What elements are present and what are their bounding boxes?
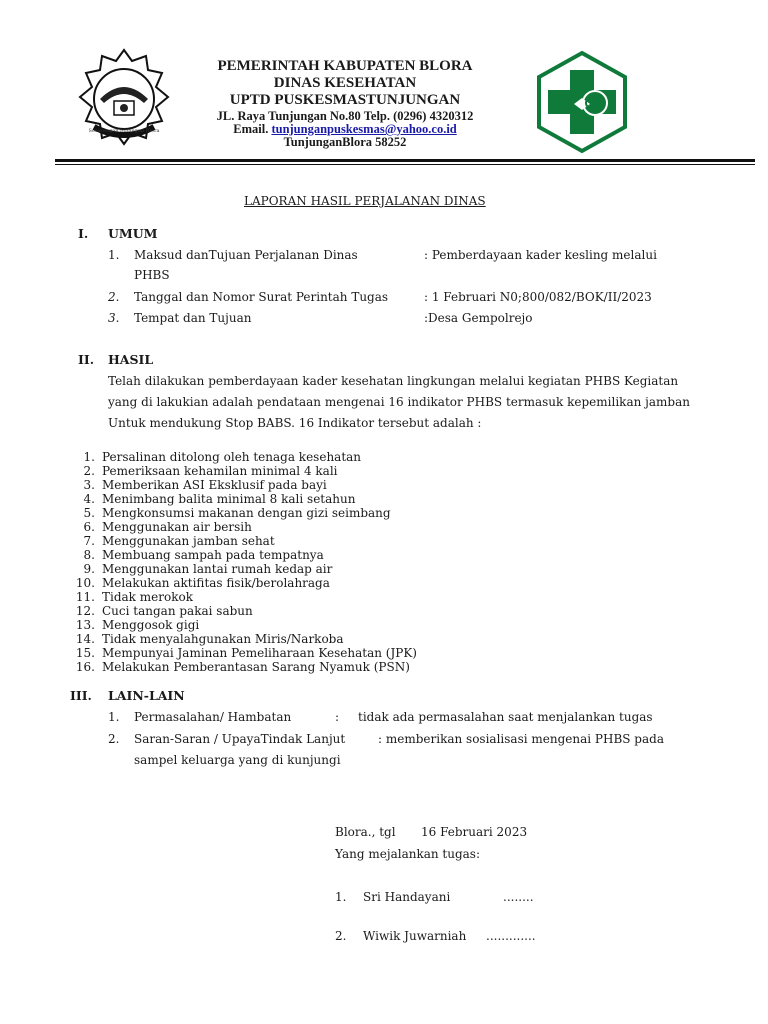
indicator-item <box>68 506 468 520</box>
hasil-paragraph-line-2: yang di lakukian adalah pendataan mengenai 16 indikator PHBS termasuk kepemilikan jamban <box>108 395 690 409</box>
lain-item-2-label: Saran-Saran / UpayaTindak Lanjut <box>134 732 346 746</box>
section-hasil-heading: HASIL <box>108 352 154 367</box>
indicator-number: 15. <box>75 646 95 660</box>
lain-item-1-value: tidak ada permasalahan saat menjalankan tugas <box>358 710 653 724</box>
header-address: JL. Raya Tunjungan No.80 Telp. (0296) 4320312 <box>216 109 474 123</box>
indicator-text: Menggunakan jamban sehat <box>102 534 275 548</box>
indicator-text: Cuci tangan pakai sabun <box>102 604 253 618</box>
umum-item-1-value: : Pemberdayaan kader kesling melalui <box>424 248 657 262</box>
umum-item-2-value: : 1 Februari N0;800/082/BOK/II/2023 <box>424 290 652 304</box>
indicator-text: Tidak menyalahgunakan Miris/Narkoba <box>102 632 344 646</box>
indicator-number: 1. <box>83 450 95 464</box>
indicator-number: 8. <box>83 548 95 562</box>
indicator-number: 16. <box>75 660 95 674</box>
indicator-number: 6. <box>83 520 95 534</box>
indicator-text: Tidak merokok <box>102 590 193 604</box>
lain-item-1-colon: : <box>335 710 340 724</box>
indicator-item <box>68 618 468 632</box>
email-link[interactable]: tunjunganpuskesmas@yahoo.co.id <box>271 122 457 136</box>
umum-item-3-num: 3. <box>108 311 120 325</box>
indicator-text: Melakukan aktifitas fisik/berolahraga <box>102 576 330 590</box>
signer-1-name: Sri Handayani <box>363 890 451 904</box>
section-umum-heading: UMUM <box>108 226 158 241</box>
indicator-number: 13. <box>75 618 95 632</box>
indicator-number: 11. <box>75 590 95 604</box>
umum-item-3-value: :Desa Gempolrejo <box>424 311 533 325</box>
umum-item-1-cont: PHBS <box>134 268 170 282</box>
indicator-number: 4. <box>83 492 95 506</box>
lain-item-2-value: : memberikan sosialisasi mengenai PHBS pada <box>378 732 664 746</box>
header-divider-thick <box>55 159 755 162</box>
indicator-item <box>68 450 468 464</box>
indicator-item <box>68 562 468 576</box>
indicator-text: Mempunyai Jaminan Pemeliharaan Kesehatan (JPK) <box>102 646 417 660</box>
header-divider-thin <box>55 164 755 165</box>
lain-item-2-num: 2. <box>108 732 120 746</box>
indicator-text: Mengkonsumsi makanan dengan gizi seimbang <box>102 506 391 520</box>
indicator-item <box>68 520 468 534</box>
indicator-item <box>68 590 468 604</box>
indicator-number: 14. <box>75 632 95 646</box>
umum-item-2-label: Tanggal dan Nomor Surat Perintah Tugas <box>134 290 389 304</box>
indicator-item <box>68 576 468 590</box>
umum-item-2-num: 2. <box>108 290 120 304</box>
section-lain-heading: LAIN-LAIN <box>108 688 185 703</box>
umum-item-3-label: Tempat dan Tujuan <box>134 311 252 325</box>
signature-caption: Yang mejalankan tugas: <box>335 847 481 861</box>
section-hasil-roman: II. <box>78 352 95 367</box>
signer-1-num: 1. <box>335 890 347 904</box>
signer-2-num: 2. <box>335 929 347 943</box>
indicator-text: Pemeriksaan kehamilan minimal 4 kali <box>102 464 338 478</box>
signature-date: 16 Februari 2023 <box>421 825 528 839</box>
indicator-text: Melakukan Pemberantasan Sarang Nyamuk (PSN) <box>102 660 410 674</box>
indicator-text: Membuang sampah pada tempatnya <box>102 548 324 562</box>
indicator-number: 3. <box>83 478 95 492</box>
header-line-3: UPTD PUSKESMASTUNJUNGAN <box>229 92 461 108</box>
section-lain-roman: III. <box>70 688 92 703</box>
header-line-2: DINAS KESEHATAN <box>273 75 417 91</box>
indicator-item <box>68 548 468 562</box>
indicator-number: 10. <box>75 576 95 590</box>
indicator-list <box>68 450 468 680</box>
umum-item-1-label: Maksud danTujuan Perjalanan Dinas <box>134 248 358 262</box>
signer-2-name: Wiwik Juwarniah <box>363 929 467 943</box>
indicator-number: 12. <box>75 604 95 618</box>
indicator-text: Menggunakan lantai rumah kedap air <box>102 562 333 576</box>
report-title: LAPORAN HASIL PERJALANAN DINAS <box>244 194 486 208</box>
indicator-item <box>68 632 468 646</box>
indicator-number: 7. <box>83 534 95 548</box>
section-umum-roman: I. <box>78 226 89 241</box>
indicator-number: 9. <box>83 562 95 576</box>
hasil-paragraph-line-3: Untuk mendukung Stop BABS. 16 Indikator tersebut adalah : <box>108 416 482 430</box>
indicator-text: Menggunakan air bersih <box>102 520 252 534</box>
indicator-text: Memberikan ASI Eksklusif pada bayi <box>102 478 327 492</box>
umum-item-1-num: 1. <box>108 248 120 262</box>
indicator-number: 5. <box>83 506 95 520</box>
indicator-item <box>68 492 468 506</box>
indicator-item <box>68 660 468 674</box>
indicator-item <box>68 534 468 548</box>
seal-motto: Sesarengan Mbangun Blora <box>88 128 160 134</box>
indicator-text: Menimbang balita minimal 8 kali setahun <box>102 492 356 506</box>
indicator-item <box>68 478 468 492</box>
indicator-item <box>68 646 468 660</box>
indicator-number: 2. <box>83 464 95 478</box>
lain-item-2-cont: sampel keluarga yang di kunjungi <box>134 753 341 767</box>
indicator-text: Persalinan ditolong oleh tenaga kesehatan <box>102 450 362 464</box>
signature-place: Blora., tgl <box>335 825 396 839</box>
email-label: Email. <box>233 122 269 136</box>
indicator-text: Menggosok gigi <box>102 618 200 632</box>
lain-item-1-label: Permasalahan/ Hambatan <box>134 710 292 724</box>
indicator-item <box>68 604 468 618</box>
lain-item-1-num: 1. <box>108 710 120 724</box>
puskesmas-logo-icon <box>532 50 632 154</box>
indicator-item <box>68 464 468 478</box>
hasil-paragraph-line-1: Telah dilakukan pemberdayaan kader kesehatan lingkungan melalui kegiatan PHBS Kegiatan <box>108 374 679 388</box>
signer-2-dots: ............. <box>486 929 536 943</box>
header-city: TunjunganBlora 58252 <box>283 135 407 149</box>
header-line-1: PEMERINTAH KABUPATEN BLORA <box>217 58 473 74</box>
signer-1-dots: ........ <box>503 890 534 904</box>
